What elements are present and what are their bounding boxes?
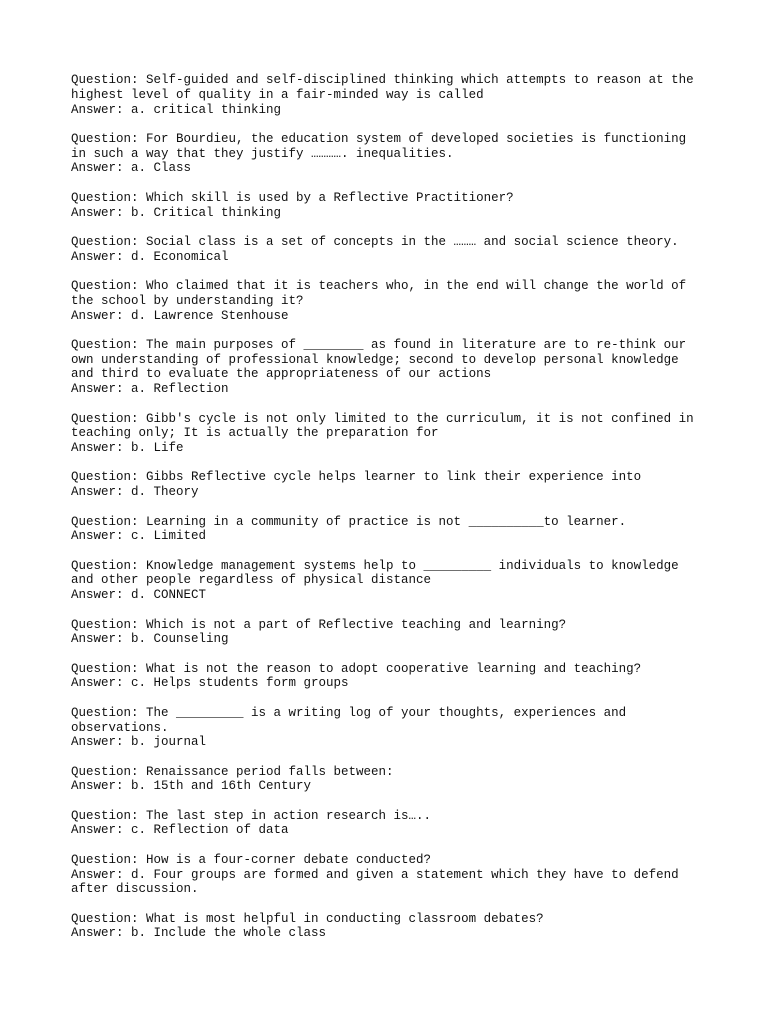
answer-text: Answer: c. Helps students form groups (71, 676, 349, 691)
qa-item (71, 279, 711, 323)
qa-item (71, 235, 711, 265)
question-text: highest level of quality in a fair-minded way is called (71, 87, 484, 102)
answer-text: Answer: d. Economical (71, 249, 229, 264)
answer-text: Answer: a. critical thinking (71, 102, 282, 117)
document-page (71, 73, 711, 956)
answer-text: Answer: d. CONNECT (71, 588, 207, 603)
question-text: Question: The _________ is a writing log of your thoughts, experiences and (71, 705, 627, 720)
qa-item (71, 853, 711, 897)
question-text: Question: What is most helpful in conducting classroom debates? (71, 911, 544, 926)
qa-item (71, 706, 711, 750)
answer-text: Answer: b. Include the whole class (71, 926, 327, 941)
question-text: Question: Self-guided and self-disciplined thinking which attempts to reason at the (71, 73, 694, 87)
qa-item (71, 412, 711, 456)
qa-item (71, 618, 711, 648)
answer-text: Answer: d. Four groups are formed and given a statement which they have to defend (71, 867, 679, 882)
qa-item (71, 559, 711, 603)
question-text: Question: How is a four-corner debate conducted? (71, 852, 432, 867)
answer-text: Answer: d. Lawrence Stenhouse (71, 308, 289, 323)
answer-text: Answer: b. 15th and 16th Century (71, 779, 312, 794)
answer-text: Answer: b. Critical thinking (71, 205, 282, 220)
answer-text: Answer: b. journal (71, 735, 207, 750)
answer-text: Answer: b. Life (71, 441, 184, 456)
answer-text: Answer: c. Reflection of data (71, 823, 289, 838)
question-text: Question: What is not the reason to adopt cooperative learning and teaching? (71, 661, 642, 676)
qa-item (71, 765, 711, 795)
question-text: teaching only; It is actually the preparation for (71, 426, 439, 441)
question-text: Question: Learning in a community of practice is not __________to learner. (71, 514, 627, 529)
qa-item (71, 912, 711, 942)
question-text: Question: Social class is a set of concepts in the ……… and social science theory. (71, 234, 679, 249)
qa-item (71, 662, 711, 692)
question-text: Question: Knowledge management systems help to _________ individuals to knowledge (71, 558, 679, 573)
qa-item (71, 515, 711, 545)
answer-text: Answer: d. Theory (71, 485, 199, 500)
answer-text: after discussion. (71, 882, 199, 897)
qa-item (71, 191, 711, 221)
question-text: Question: The last step in action research is….. (71, 808, 432, 823)
question-text: Question: Gibb's cycle is not only limited to the curriculum, it is not confined in (71, 411, 694, 426)
qa-item (71, 132, 711, 176)
answer-text: Answer: a. Class (71, 161, 192, 176)
question-text: own understanding of professional knowledge; second to develop personal knowledge (71, 352, 679, 367)
question-text: in such a way that they justify …………. inequalities. (71, 146, 454, 161)
question-text: and third to evaluate the appropriateness of our actions (71, 367, 492, 382)
qa-item (71, 470, 711, 500)
question-text: observations. (71, 720, 169, 735)
question-text: Question: Gibbs Reflective cycle helps learner to link their experience into (71, 470, 642, 485)
question-text: Question: Who claimed that it is teachers who, in the end will change the world of (71, 278, 687, 293)
qa-item (71, 809, 711, 839)
question-text: Question: Which is not a part of Reflective teaching and learning? (71, 617, 567, 632)
qa-item (71, 73, 711, 117)
qa-item (71, 338, 711, 397)
question-text: Question: Renaissance period falls between: (71, 764, 394, 779)
question-text: and other people regardless of physical distance (71, 573, 432, 588)
question-text: Question: For Bourdieu, the education system of developed societies is functioning (71, 131, 687, 146)
question-text: the school by understanding it? (71, 293, 304, 308)
answer-text: Answer: b. Counseling (71, 632, 229, 647)
question-text: Question: Which skill is used by a Reflective Practitioner? (71, 190, 514, 205)
question-text: Question: The main purposes of ________ as found in literature are to re-think our (71, 337, 687, 352)
answer-text: Answer: a. Reflection (71, 382, 229, 397)
answer-text: Answer: c. Limited (71, 529, 207, 544)
